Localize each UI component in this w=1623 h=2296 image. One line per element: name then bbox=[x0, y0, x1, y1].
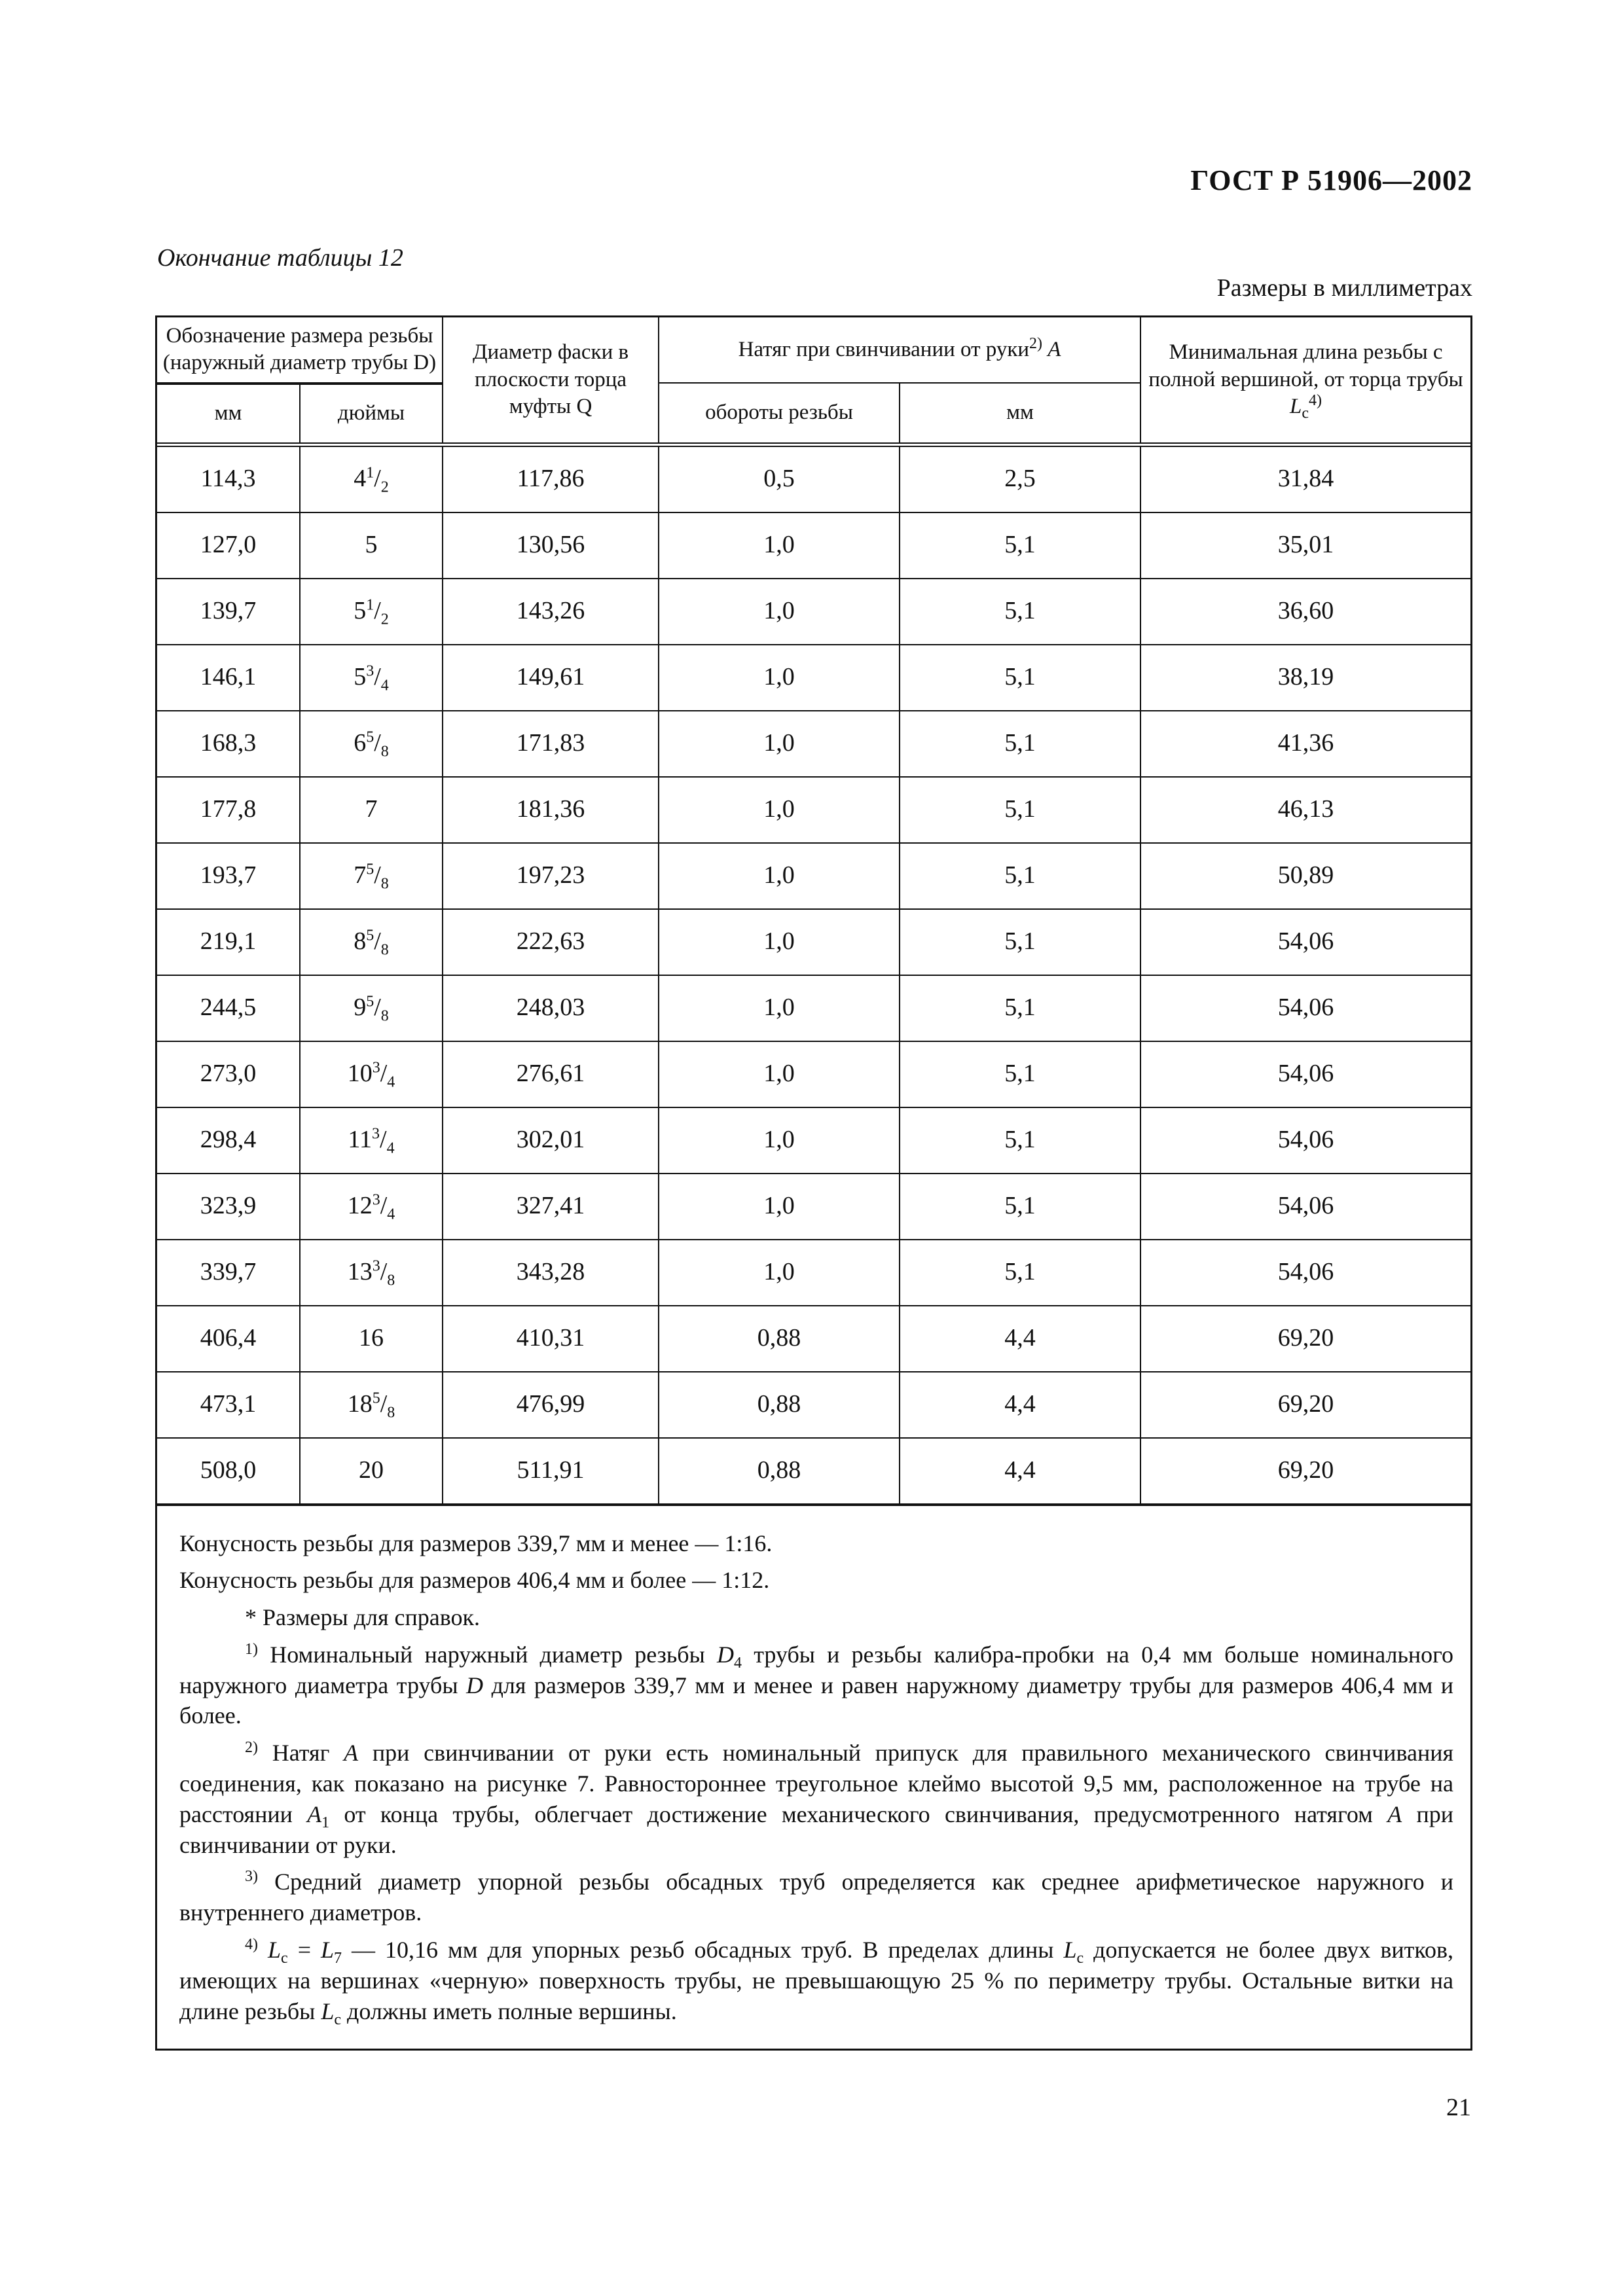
header-min-length-subscript: c bbox=[1302, 404, 1309, 422]
table-body bbox=[157, 444, 1470, 1504]
fraction-slash: / bbox=[380, 1192, 388, 1220]
cell-min-length: 54,06 bbox=[1140, 1107, 1470, 1174]
cell-makeup-mm: 5,1 bbox=[900, 1041, 1140, 1107]
note-1-text-c: для размеров 339,7 мм и менее и равен наружному диаметру трубы для размеров 406,4 мм и более. bbox=[179, 1672, 1454, 1729]
note-3 bbox=[179, 1867, 1453, 1928]
fraction-slash: / bbox=[374, 597, 381, 625]
cell-turns: 1,0 bbox=[659, 1174, 900, 1240]
inch-numerator: 5 bbox=[366, 728, 374, 746]
header-min-length-footnote: 4) bbox=[1309, 391, 1322, 409]
cell-min-length: 69,20 bbox=[1140, 1438, 1470, 1504]
cell-makeup-mm: 5,1 bbox=[900, 975, 1140, 1041]
table-row bbox=[157, 1107, 1470, 1174]
cell-mm: 146,1 bbox=[157, 645, 300, 711]
table-row bbox=[157, 843, 1470, 909]
fraction-slash: / bbox=[374, 861, 381, 889]
cell-chamfer-q: 511,91 bbox=[443, 1438, 659, 1504]
cell-mm: 508,0 bbox=[157, 1438, 300, 1504]
inch-fraction bbox=[366, 861, 389, 893]
table-row bbox=[157, 645, 1470, 711]
header-makeup-symbol: A bbox=[1048, 337, 1061, 361]
fraction-slash: / bbox=[380, 1390, 388, 1418]
cell-mm: 177,8 bbox=[157, 777, 300, 843]
cell-turns: 1,0 bbox=[659, 512, 900, 579]
inch-fraction bbox=[366, 464, 389, 496]
note-taper-112: Конусность резьбы для размеров 406,4 мм и более — 1:12. bbox=[179, 1567, 770, 1594]
cell-mm: 193,7 bbox=[157, 843, 300, 909]
inch-whole: 20 bbox=[359, 1456, 384, 1484]
fraction-slash: / bbox=[374, 729, 381, 757]
cell-chamfer-q: 343,28 bbox=[443, 1240, 659, 1306]
note-4-subscript: c bbox=[281, 1950, 288, 1967]
note-1-symbol-2: D bbox=[466, 1672, 484, 1698]
note-4-symbol-2: L bbox=[321, 1937, 335, 1964]
fraction-slash: / bbox=[374, 927, 381, 956]
cell-chamfer-q: 276,61 bbox=[443, 1041, 659, 1107]
note-1-mark: 1) bbox=[245, 1640, 258, 1658]
inch-denominator: 4 bbox=[386, 1139, 395, 1157]
note-4 bbox=[179, 1935, 1453, 2026]
cell-min-length: 54,06 bbox=[1140, 1041, 1470, 1107]
table-frame bbox=[155, 315, 1472, 2051]
cell-min-length: 54,06 bbox=[1140, 1174, 1470, 1240]
thread-dimensions-table bbox=[157, 317, 1470, 1505]
inch-whole: 5 bbox=[354, 597, 367, 625]
fraction-slash: / bbox=[374, 994, 381, 1022]
table-row bbox=[157, 444, 1470, 512]
header-min-length-text: Минимальная длина резьбы с полной вершиной, от торца трубы bbox=[1148, 340, 1463, 391]
cell-inches bbox=[300, 444, 443, 512]
cell-makeup-mm: 4,4 bbox=[900, 1306, 1140, 1372]
cell-min-length: 38,19 bbox=[1140, 645, 1470, 711]
cell-inches bbox=[300, 512, 443, 579]
note-1-subscript: 4 bbox=[734, 1655, 742, 1672]
note-2-symbol: A bbox=[344, 1740, 359, 1767]
cell-inches bbox=[300, 909, 443, 975]
table-row bbox=[157, 512, 1470, 579]
note-4-text-b: допускается не более двух витков, имеющих на вершинах «черную» поверхность трубы, не превышающую 25 % по периметру трубы. Остальные витки на длине резьбы bbox=[179, 1937, 1454, 2024]
cell-min-length: 31,84 bbox=[1140, 444, 1470, 512]
cell-turns: 0,88 bbox=[659, 1438, 900, 1504]
note-3-text: Средний диаметр упорной резьбы обсадных труб определяется как среднее арифметическое наружного и внутреннего диаметров. bbox=[179, 1869, 1453, 1926]
note-2-symbol-2: A bbox=[307, 1801, 322, 1827]
inch-denominator: 8 bbox=[380, 941, 389, 959]
cell-min-length: 69,20 bbox=[1140, 1306, 1470, 1372]
header-designation bbox=[157, 317, 443, 383]
cell-mm: 473,1 bbox=[157, 1372, 300, 1438]
note-4-symbol-3: L bbox=[1063, 1937, 1077, 1964]
note-4-symbol-4: L bbox=[321, 1998, 335, 2024]
header-designation-text: Обозначение размера резьбы (наружный диаметр трубы D) bbox=[162, 324, 437, 375]
cell-mm: 127,0 bbox=[157, 512, 300, 579]
table-row bbox=[157, 1372, 1470, 1438]
inch-numerator: 3 bbox=[372, 1257, 380, 1275]
inch-whole: 5 bbox=[365, 531, 378, 559]
cell-inches bbox=[300, 645, 443, 711]
cell-makeup-mm: 5,1 bbox=[900, 579, 1140, 645]
inch-whole: 7 bbox=[365, 795, 378, 823]
cell-min-length: 50,89 bbox=[1140, 843, 1470, 909]
header-turns: обороты резьбы bbox=[659, 383, 900, 445]
inch-numerator: 5 bbox=[372, 1390, 380, 1407]
note-4-subscript-4: c bbox=[334, 2011, 342, 2028]
note-2-subscript: 1 bbox=[321, 1814, 330, 1832]
cell-min-length: 41,36 bbox=[1140, 711, 1470, 777]
cell-turns: 1,0 bbox=[659, 975, 900, 1041]
cell-chamfer-q: 248,03 bbox=[443, 975, 659, 1041]
note-2-text-b: при свинчивании от руки есть номинальный припуск для правильного механического свинчивания соединения, как показано на рисунке 7. Равностороннее треугольное клеймо высотой 9,5 мм, расположенное на трубе на расстоянии bbox=[179, 1740, 1454, 1827]
cell-inches bbox=[300, 1174, 443, 1240]
note-2-text-a: Натяг bbox=[272, 1740, 330, 1767]
cell-chamfer-q: 130,56 bbox=[443, 512, 659, 579]
cell-chamfer-q: 327,41 bbox=[443, 1174, 659, 1240]
cell-mm: 114,3 bbox=[157, 444, 300, 512]
note-2-text-c: от конца трубы, облегчает достижение механического свинчивания, предусмотренного натягом bbox=[344, 1801, 1373, 1827]
inch-numerator: 1 bbox=[366, 596, 374, 614]
cell-turns: 1,0 bbox=[659, 777, 900, 843]
fraction-slash: / bbox=[380, 1060, 388, 1088]
fraction-slash: / bbox=[380, 1126, 387, 1154]
fraction-slash: / bbox=[374, 663, 381, 691]
inch-whole: 12 bbox=[347, 1192, 373, 1220]
inch-numerator: 3 bbox=[372, 1059, 380, 1077]
header-chamfer bbox=[443, 317, 659, 444]
cell-chamfer-q: 302,01 bbox=[443, 1107, 659, 1174]
cell-turns: 0,88 bbox=[659, 1372, 900, 1438]
note-4-equals: = bbox=[297, 1937, 311, 1964]
inch-denominator: 8 bbox=[387, 1404, 395, 1422]
note-4-symbol: L bbox=[268, 1937, 282, 1964]
inch-fraction bbox=[366, 993, 389, 1025]
cell-min-length: 54,06 bbox=[1140, 975, 1470, 1041]
cell-inches bbox=[300, 579, 443, 645]
inch-whole: 16 bbox=[359, 1324, 384, 1352]
cell-min-length: 54,06 bbox=[1140, 1240, 1470, 1306]
inch-numerator: 5 bbox=[366, 927, 374, 944]
cell-turns: 1,0 bbox=[659, 843, 900, 909]
cell-chamfer-q: 143,26 bbox=[443, 579, 659, 645]
note-4-text-a: — 10,16 мм для упорных резьб обсадных труб. В пределах длины bbox=[352, 1937, 1054, 1964]
inch-whole: 9 bbox=[354, 994, 367, 1022]
header-makeup-mm: мм bbox=[900, 383, 1140, 445]
cell-inches bbox=[300, 1438, 443, 1504]
cell-turns: 0,88 bbox=[659, 1306, 900, 1372]
cell-min-length: 54,06 bbox=[1140, 909, 1470, 975]
inch-whole: 4 bbox=[354, 465, 367, 493]
cell-mm: 139,7 bbox=[157, 579, 300, 645]
inch-whole: 7 bbox=[354, 861, 367, 889]
table-row bbox=[157, 711, 1470, 777]
cell-makeup-mm: 4,4 bbox=[900, 1372, 1140, 1438]
inch-fraction bbox=[372, 1191, 395, 1223]
cell-inches bbox=[300, 1306, 443, 1372]
cell-turns: 1,0 bbox=[659, 1107, 900, 1174]
inch-fraction bbox=[366, 728, 389, 761]
inch-numerator: 3 bbox=[372, 1125, 380, 1143]
cell-makeup-mm: 5,1 bbox=[900, 711, 1140, 777]
table-row bbox=[157, 975, 1470, 1041]
table-row bbox=[157, 1306, 1470, 1372]
cell-makeup-mm: 4,4 bbox=[900, 1438, 1140, 1504]
header-makeup bbox=[659, 317, 1140, 383]
header-min-length bbox=[1140, 317, 1470, 444]
table-notes bbox=[157, 1505, 1470, 2049]
note-2-symbol-3: A bbox=[1387, 1801, 1402, 1827]
fraction-slash: / bbox=[380, 1258, 388, 1286]
inch-denominator: 4 bbox=[387, 1073, 395, 1091]
inch-denominator: 8 bbox=[380, 1007, 389, 1025]
note-1 bbox=[179, 1640, 1453, 1731]
note-1-text-a: Номинальный наружный диаметр резьбы bbox=[270, 1641, 705, 1668]
cell-mm: 273,0 bbox=[157, 1041, 300, 1107]
cell-chamfer-q: 149,61 bbox=[443, 645, 659, 711]
cell-min-length: 46,13 bbox=[1140, 777, 1470, 843]
note-2-text-d: при свинчивании от руки. bbox=[179, 1801, 1454, 1858]
inch-fraction bbox=[372, 1059, 395, 1091]
table-row bbox=[157, 1438, 1470, 1504]
cell-inches bbox=[300, 777, 443, 843]
inch-fraction bbox=[366, 596, 389, 628]
note-reference: * Размеры для справок. bbox=[245, 1604, 480, 1631]
cell-mm: 406,4 bbox=[157, 1306, 300, 1372]
inch-whole: 18 bbox=[347, 1390, 373, 1418]
cell-min-length: 35,01 bbox=[1140, 512, 1470, 579]
inch-fraction bbox=[366, 662, 389, 694]
note-taper-116: Конусность резьбы для размеров 339,7 мм и менее — 1:16. bbox=[179, 1530, 773, 1556]
table-row bbox=[157, 909, 1470, 975]
header-makeup-footnote: 2) bbox=[1029, 334, 1043, 352]
header-chamfer-text: Диаметр фаски в плоскости торца муфты Q bbox=[472, 340, 629, 418]
cell-mm: 168,3 bbox=[157, 711, 300, 777]
inch-denominator: 8 bbox=[380, 875, 389, 893]
header-makeup-text: Натяг при свинчивании от руки bbox=[738, 337, 1030, 361]
cell-makeup-mm: 2,5 bbox=[900, 444, 1140, 512]
table-row bbox=[157, 1240, 1470, 1306]
inch-denominator: 4 bbox=[387, 1206, 395, 1223]
cell-turns: 1,0 bbox=[659, 1041, 900, 1107]
standard-code: ГОСТ Р 51906—2002 bbox=[1190, 164, 1472, 196]
inch-whole: 10 bbox=[347, 1060, 373, 1088]
cell-chamfer-q: 410,31 bbox=[443, 1306, 659, 1372]
inch-numerator: 3 bbox=[366, 662, 374, 680]
note-2-mark: 2) bbox=[245, 1739, 258, 1757]
cell-makeup-mm: 5,1 bbox=[900, 777, 1140, 843]
table-row bbox=[157, 579, 1470, 645]
cell-makeup-mm: 5,1 bbox=[900, 1107, 1140, 1174]
cell-chamfer-q: 171,83 bbox=[443, 711, 659, 777]
cell-makeup-mm: 5,1 bbox=[900, 645, 1140, 711]
note-3-mark: 3) bbox=[245, 1868, 258, 1886]
fraction-slash: / bbox=[374, 465, 381, 493]
note-1-text-b: трубы и резьбы калибра-пробки на 0,4 мм больше номинального наружного диаметра трубы bbox=[179, 1641, 1454, 1698]
cell-inches bbox=[300, 975, 443, 1041]
cell-inches bbox=[300, 1041, 443, 1107]
table-row bbox=[157, 1174, 1470, 1240]
inch-whole: 11 bbox=[348, 1126, 373, 1154]
cell-chamfer-q: 197,23 bbox=[443, 843, 659, 909]
cell-mm: 244,5 bbox=[157, 975, 300, 1041]
cell-mm: 219,1 bbox=[157, 909, 300, 975]
cell-min-length: 36,60 bbox=[1140, 579, 1470, 645]
cell-turns: 1,0 bbox=[659, 579, 900, 645]
inch-numerator: 5 bbox=[366, 993, 374, 1011]
cell-turns: 1,0 bbox=[659, 645, 900, 711]
cell-chamfer-q: 117,86 bbox=[443, 444, 659, 512]
note-4-subscript-3: c bbox=[1076, 1950, 1084, 1967]
cell-inches bbox=[300, 711, 443, 777]
note-2 bbox=[179, 1738, 1453, 1860]
inch-fraction bbox=[366, 927, 389, 959]
cell-mm: 323,9 bbox=[157, 1174, 300, 1240]
cell-inches bbox=[300, 1372, 443, 1438]
page-number: 21 bbox=[1446, 2094, 1471, 2121]
inch-fraction bbox=[372, 1257, 395, 1289]
note-1-symbol: D bbox=[717, 1641, 735, 1668]
units-note: Размеры в миллиметрах bbox=[1216, 274, 1472, 302]
table-row bbox=[157, 1041, 1470, 1107]
inch-whole: 8 bbox=[354, 927, 367, 956]
cell-mm: 339,7 bbox=[157, 1240, 300, 1306]
table-row bbox=[157, 777, 1470, 843]
inch-denominator: 8 bbox=[380, 743, 389, 761]
note-4-subscript-2: 7 bbox=[334, 1950, 342, 1967]
cell-makeup-mm: 5,1 bbox=[900, 1174, 1140, 1240]
table-caption: Окончание таблицы 12 bbox=[157, 244, 403, 272]
cell-turns: 1,0 bbox=[659, 909, 900, 975]
inch-numerator: 3 bbox=[372, 1191, 380, 1209]
header-min-length-symbol: L bbox=[1290, 394, 1302, 418]
cell-mm: 298,4 bbox=[157, 1107, 300, 1174]
inch-numerator: 5 bbox=[366, 861, 374, 878]
cell-inches bbox=[300, 843, 443, 909]
inch-denominator: 2 bbox=[380, 478, 389, 496]
inch-whole: 5 bbox=[354, 663, 367, 691]
inch-denominator: 2 bbox=[380, 611, 389, 628]
cell-makeup-mm: 5,1 bbox=[900, 1240, 1140, 1306]
header-mm: мм bbox=[157, 384, 300, 445]
cell-inches bbox=[300, 1240, 443, 1306]
inch-whole: 13 bbox=[347, 1258, 373, 1286]
header-inches: дюймы bbox=[300, 384, 443, 445]
cell-turns: 1,0 bbox=[659, 1240, 900, 1306]
cell-min-length: 69,20 bbox=[1140, 1372, 1470, 1438]
cell-makeup-mm: 5,1 bbox=[900, 909, 1140, 975]
inch-denominator: 4 bbox=[380, 677, 389, 694]
note-4-text-c: должны иметь полные вершины. bbox=[347, 1998, 677, 2024]
cell-turns: 1,0 bbox=[659, 711, 900, 777]
cell-makeup-mm: 5,1 bbox=[900, 512, 1140, 579]
cell-turns: 0,5 bbox=[659, 444, 900, 512]
cell-chamfer-q: 222,63 bbox=[443, 909, 659, 975]
inch-numerator: 1 bbox=[366, 464, 374, 482]
inch-whole: 6 bbox=[354, 729, 367, 757]
inch-denominator: 8 bbox=[387, 1272, 395, 1289]
inch-fraction bbox=[372, 1390, 395, 1422]
inch-fraction bbox=[372, 1125, 395, 1157]
cell-inches bbox=[300, 1107, 443, 1174]
cell-chamfer-q: 476,99 bbox=[443, 1372, 659, 1438]
cell-makeup-mm: 5,1 bbox=[900, 843, 1140, 909]
cell-chamfer-q: 181,36 bbox=[443, 777, 659, 843]
note-4-mark: 4) bbox=[245, 1936, 258, 1954]
